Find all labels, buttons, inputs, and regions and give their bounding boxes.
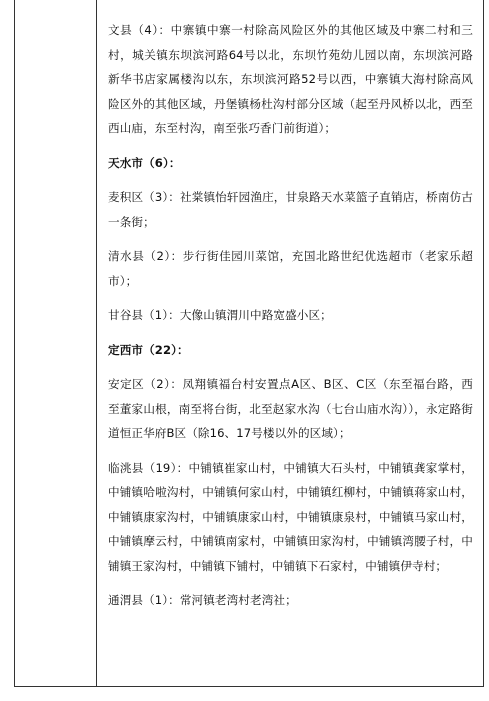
document-table [14,0,484,687]
city-heading-tianshui: 天水市（6）： [108,155,181,170]
paragraph-anding: 安定区（2）：凤翔镇福台村安置点A区、B区、C区（东至福台路，西至董家山根，南至将台街，北至赵家水沟（七台山庙水沟）），永定路街道恒正华府B区（除16、17号楼以外的区域）； [108,377,473,440]
table-left-column [15,0,97,686]
paragraph-qingshui: 清水县（2）：步行街佳园川菜馆，充国北路世纪优选超市（老家乐超市）； [108,249,473,288]
table-right-column [97,0,483,686]
paragraph-maiji: 麦积区（3）：社棠镇怡轩园渔庄，甘泉路天水菜篮子直销店，桥南仿古一条街； [108,190,473,229]
paragraph-tongwei: 通渭县（1）：常河镇老湾村老湾社； [108,593,297,607]
paragraph-wenxian: 文县（4）：中寨镇中寨一村除高风险区外的其他区域及中寨二村和三村，城关镇东坝滨河路64号以北，东坝竹苑幼儿园以南，东坝滨河路新华书店家属楼沟以东，东坝滨河路52号以西，中寨镇大海村除高风险区外的其他区域，丹堡镇杨杜沟村部分区域（起至丹风桥以北，西至西山庙，东至村沟，南至张巧香门前街道）； [108,23,473,135]
city-heading-dingxi: 定西市（22）： [108,342,189,357]
paragraph-gangu: 甘谷县（1）：大像山镇渭川中路宽盛小区； [108,308,332,322]
paragraph-lintao: 临洮县（19）：中铺镇崔家山村，中铺镇大石头村，中铺镇龚家掌村，中铺镇哈啦沟村，中铺镇何家山村，中铺镇红柳村，中铺镇蒋家山村，中铺镇康家沟村，中铺镇康家山村，中铺镇康泉村，中铺镇马家山村，中铺镇摩云村，中铺镇南家村，中铺镇田家沟村，中铺镇湾腰子村，中铺镇王家沟村，中铺镇下铺村，中铺镇下石家村，中铺镇伊寺村； [108,460,473,573]
